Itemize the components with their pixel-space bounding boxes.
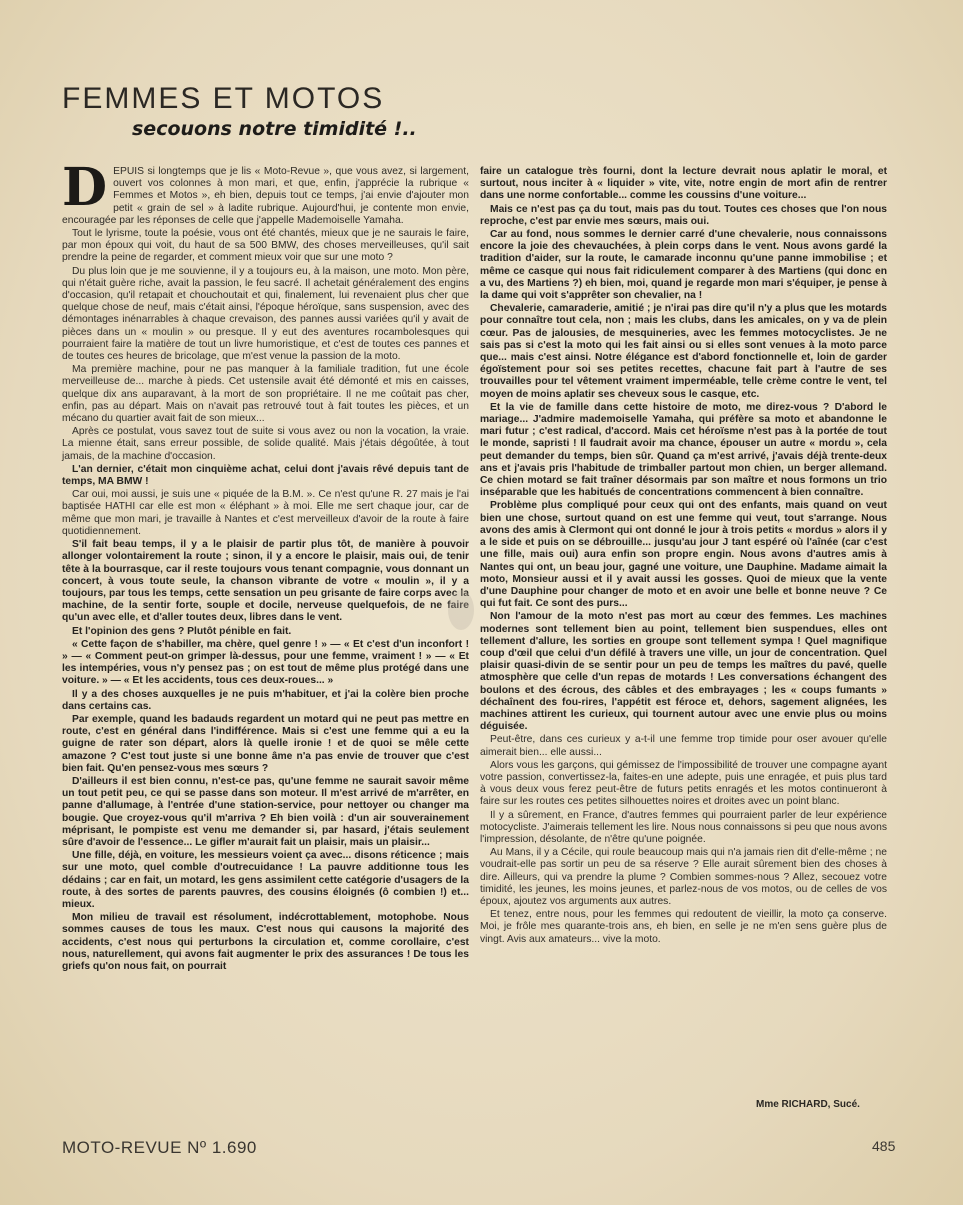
paragraph xyxy=(62,489,469,538)
paragraph xyxy=(480,229,887,302)
paragraph-text: Après ce postulat, vous savez tout de suite si vous avez ou non la vocation, la vraie. La mienne était, sans erreur possible, de solide qualité. Mais j'étais dégoûtée, à tout jamais, de la machine d'occasion. xyxy=(62,426,469,462)
paragraph-text: Du plus loin que je me souvienne, il y a toujours eu, à la maison, une moto. Mon père, qui n'était guère riche, avait la passion, le feu sacré. Il achetait généralement des engins d'occasion, qu'il retapait et chouchoutait et qui, finalement, lui revenaient plus cher que quelque chose de neuf, mais c'était ainsi, l'époque héroïque, sans suspension, avec des démontages inénarrables à chaque crevaison, des pannes aussi variées qu'il y avait de pièces dans un « moulin » ou presque. Il y eut des aventures rocambolesques qui pourraient faire la matière de tout un livre humoristique, et c'est de toutes ces pannes et de toutes ces heures de bricolage, que m'est venue la passion de la moto. xyxy=(62,265,469,363)
paragraph xyxy=(62,426,469,463)
paragraph-text: D'ailleurs il est bien connu, n'est-ce pas, qu'une femme ne saurait savoir même un tout petit peu, ce qui se passe dans son moteur. Il m'est arrivé de m'arrêter, en panne d'allumage, à l'entrée d'une station-service, pour nettoyer ou changer ma bougie. Que croyez-vous qu'il m'arriva ? Eh bien voilà : d'un air souverainement méprisant, le pompiste est venu me demander si, par hasard, j'étais seulement sûre d'avoir de l'essence... Le gifler m'aurait fait un plaisir, mais un plaisir... xyxy=(62,775,469,848)
paragraph-text: Mon milieu de travail est résolument, indécrottablement, motophobe. Nous sommes causes de tous les maux. C'est nous qui causons la majorité des accidents, c'est nous qui perturbons la circulation et, comme corollaire, c'est nous, naturellement, qui avons fait augmenter le prix des assurances ! De tous les griefs qu'on nous fait, on pourrait xyxy=(62,912,469,972)
paragraph xyxy=(480,166,887,203)
paragraph-text: Ma première machine, pour ne pas manquer à la familiale tradition, fut une école merveilleuse de... marche à pieds. Cet ustensile avait été démonté et mis en caisses, quelque dix ans auparavant, à la mort de son propriétaire. Il ne me coûtait pas cher, enfin, pas au départ. Mais on n'avait pas retrouvé tout à fait toutes les pièces, et un mécano du quartier avait fait de son mieux... xyxy=(62,364,469,425)
paragraph-text: Par exemple, quand les badauds regardent un motard qui ne peut pas mettre en route, c'est en général dans l'indifférence. Mais si c'est une femme qui a eu la guigne de rater son départ, alors là quelle ironie ! et de quoi se mêle cette amazone ? C'est tout juste si une bonne âme n'a pas envie de trouver que c'est bien fait. Qu'en pensez-vous mes sœurs ? xyxy=(62,713,469,774)
paragraph xyxy=(62,850,469,911)
paragraph-text: Tout le lyrisme, toute la poésie, vous ont été chantés, mieux que je ne saurais le faire, par mon époux qui voit, du haut de sa 500 BMW, des choses merveilleuses, qu'il sait prendre la peine de regarder, et comment mieux voir que sur une moto ? xyxy=(62,228,469,264)
paragraph xyxy=(480,303,887,401)
paper-stain xyxy=(448,590,474,630)
paragraph-text: Et la vie de famille dans cette histoire de moto, me direz-vous ? D'abord le mariage... J'admire mademoiselle Yamaha, qui préfère sa moto et abandonne le mari futur ; c'est radical, d'accord. Mais cet héroïsme n'est pas à la portée de tout le monde, sapristi ! Il faudrait avoir ma chance, épouser un autre « mordu », cela peut demander du temps, bien sûr. Quand ça m'est arrivé, j'avais déjà trente-deux ans et j'avais pris l'habitude de trimballer partout mon chien, un berger allemand. Ce chien motard se fait traîner désormais par son maître et nous formons un trio inséparable que les habitués de concentrations commencent à bien connaître. xyxy=(480,401,887,499)
paragraph-text: Problème plus compliqué pour ceux qui ont des enfants, mais quand on veut bien une chose, surtout quand on est une femme qui veut, tout s'arrange. Nous avons des amis à Clermont qui ont donné le jour à trois petits « mordus » alors il y a le side et puis on se débrouille... jusqu'au jour J tant espéré où l'aînée (car c'est une fille, mais oui) aura enfin son propre engin. Nous avons d'autres amis à Nantes qui ont, un beau jour, gagné une voiture, une Dauphine. Madame aimait la moto, Monsieur aussi et il y avait aussi les gosses. Quoi de mieux que la vente d'une Dauphine pour changer de moto et en avoir une belle et bonne neuve ? Ce qui fut fait. Ce sont des purs... xyxy=(480,500,887,610)
paragraph xyxy=(480,760,887,809)
article-subtitle: secouons notre timidité !.. xyxy=(132,118,417,140)
paragraph-text: faire un catalogue très fourni, dont la lecture devrait nous aplatir le moral, et surtout, nous inciter à « liquider » vite, vite, notre engin de mort afin de rentrer dans une norme confortable... comme les coussins d'une voiture... xyxy=(480,166,887,202)
paragraph-text: S'il fait beau temps, il y a le plaisir de partir plus tôt, de manière à pouvoir allonger volontairement la route ; sinon, il y a encore le plaisir, mais oui, de tenir tête à la bourrasque, car il reste toujours vous tenant compagnie, vous donnant un concert, à vous toute seule, la chanson vibrante de votre « moulin », il y a toujours, par tous les temps, cette sensation un peu grisante de faire corps avec la machine, de la sentir forte, souple et docile, nerveuse quelquefois, de ne faire qu'un avec elle, et d'aller toutes deux, libres dans le vent. xyxy=(62,539,469,624)
paragraph-text: Il y a sûrement, en France, d'autres femmes qui pourraient parler de leur expérience motocycliste. J'aimerais tellement les lire. Nous nous connaissons si peu que nous avons l'impression, désolante, de n'être qu'une poignée. xyxy=(480,809,887,845)
paragraph xyxy=(480,909,887,946)
paragraph xyxy=(480,611,887,733)
paragraph xyxy=(480,500,887,610)
paragraph-text: EPUIS si longtemps que je lis « Moto-Revue », que vous avez, si largement, ouvert vos colonnes à mon mari, et que, enfin, j'apprécie la rubrique « Femmes et Motos », eh bien, depuis tout ce temps, j'ai envie d'ajouter mon petit « grain de sel » à ladite rubrique. Aujourd'hui, je contente mon envie, encouragée par les réponses de celle que j'appelle Mademoiselle Yamaha. xyxy=(62,166,469,226)
paragraph xyxy=(62,626,469,638)
paragraph-text: Une fille, déjà, en voiture, les messieurs voient ça avec... disons réticence ; mais sur une moto, quel comble d'outrecuidance ! La pauvre additionne tous les dédains ; car en fait, un motard, les gens assimilent cette catégorie d'usagers de la route, à des sortes de parents pauvres, des cousins éloignés (ô combien !) et... mieux. xyxy=(62,850,469,910)
paragraph-text: Peut-être, dans ces curieux y a-t-il une femme trop timide pour oser avouer qu'elle aimerait bien... elle aussi... xyxy=(480,734,887,758)
magazine-issue: MOTO-REVUE Nº 1.690 xyxy=(62,1138,257,1157)
page-number: 485 xyxy=(872,1138,896,1154)
left-column xyxy=(62,157,469,974)
drop-cap: D xyxy=(62,157,108,218)
paragraph xyxy=(480,810,887,847)
paragraph-text: Il y a des choses auxquelles je ne puis m'habituer, et j'ai la colère bien proche dans certains cas. xyxy=(62,688,469,712)
paragraph xyxy=(62,689,469,713)
paragraph-text: Et l'opinion des gens ? Plutôt pénible en fait. xyxy=(72,625,292,637)
paragraph-text: « Cette façon de s'habiller, ma chère, quel genre ! » — « Et c'est d'un inconfort ! » — « Comment peut-on grimper là-dessus, pour une femme, vraiment ! » — « Et les intempéries, vous n'y pensez pas ; on est tout de même plus protégé dans une voiture. » — « Et les accidents, tous ces deux-roues... » xyxy=(62,638,469,687)
paragraph-text: Car oui, moi aussi, je suis une « piquée de la B.M. ». Ce n'est qu'une R. 27 mais je l'ai baptisée HATHI car elle est mon « éléphant » à moi. Elle me sert chaque jour, car de même que mon mari, je travaille à Nantes et c'est merveilleux d'avoir de la route à faire quotidiennement. xyxy=(62,489,469,537)
author-signature: Mme RICHARD, Sucé. xyxy=(756,1099,860,1110)
paragraph xyxy=(62,364,469,425)
paragraph xyxy=(480,847,887,908)
paragraph xyxy=(62,464,469,488)
paragraph xyxy=(62,639,469,688)
paragraph-text: Chevalerie, camaraderie, amitié ; je n'irai pas dire qu'il n'y a plus que les motards pour connaître tout cela, non ; mais les clubs, dans les amicales, on y va de plein cœur. Pas de jalousies, de mesquineries, avec les femmes motocyclistes. Je ne sais pas si c'est la moto qui les fait ainsi ou si elles sont venues à la moto parce que... mais c'est ainsi. Notre élégance est d'abord fonctionnelle et, loin de garder égoïstement pour soi ses petites recettes, chacune fait part à l'autre de ses trouvailles pour tel vêtement vraiment imperméable, telle crème contre le vent, tel moyen de moins aplatir ses cheveux sous le casque, etc. xyxy=(480,303,887,400)
paragraph-text: L'an dernier, c'était mon cinquième achat, celui dont j'avais rêvé depuis tant de temps, MA BMW ! xyxy=(62,463,469,488)
paragraph xyxy=(62,157,469,227)
paragraph-text: Car au fond, nous sommes le dernier carré d'une chevalerie, nous connaissons encore la joie des chevauchées, à plein corps dans le vent. Nous avons gardé la tradition d'aider, sur la route, le camarade inconnu qu'une panne immobilise ; et même ce casque qui nous fait ridiculement comparer à des Martiens (qui donc en a vu, des Martiens ?) eh bien, moi, quand je regarde mon mari s'équiper, je pense à la dame qui voit s'apprêter son chevalier, na ! xyxy=(480,229,887,302)
paragraph-text: Alors vous les garçons, qui gémissez de l'impossibilité de trouver une compagne ayant votre passion, convertissez-la, faites-en une adepte, puis une enragée, et puis plus tard à vous deux vous ferez peut-être de futurs petits enragés et les motos continueront à faire sur les routes ces petites silhouettes noires et droites avec un point blanc. xyxy=(480,759,887,808)
paragraph xyxy=(62,228,469,265)
paragraph xyxy=(480,204,887,228)
paragraph xyxy=(480,734,887,758)
paragraph-text: Et tenez, entre nous, pour les femmes qui redoutent de vieillir, la moto ça conserve. Moi, je frôle mes quarante-trois ans, eh bien, en selle je ne m'en sens guère plus de vingt. Avis aux amateurs... vive la moto. xyxy=(480,909,887,945)
paragraph-text: Non l'amour de la moto n'est pas mort au cœur des femmes. Les machines modernes sont tellement bien au point, tellement bien suspendues, elles ont tellement d'allure, les sorties en groupe sont tellement sympa ! Quel magnifique coup d'œil que celui d'un défilé à travers une ville, un jour de concentration. Quel plaisir quasi-divin de se sentir pour un peu de temps les maîtres du pavé, quelle atmosphère que celle d'un repas de motards ! Les conversations échangent des boulons et des écrous, des câbles et des embrayages ; les « coups fumants » déchaînent des fou-rires, l'appétit est féroce et, dehors, sagement alignées, les machines attirent les curieux, qui tournent autour avec une envie plus ou moins déguisée. xyxy=(480,611,887,733)
paragraph-text: Au Mans, il y a Cécile, qui roule beaucoup mais qui n'a jamais rien dit d'elle-même ; ne voudrait-elle pas sortir un peu de sa réserve ? Elle aurait sûrement bien des choses à dire. Ailleurs, qui va prendre la plume ? Combien sommes-nous ? Allez, secouez votre timidité, les jeunes, les moins jeunes, et parlez-nous de vos motos, ou de celles de vos époux, ajoutez vos arguments aux autres. xyxy=(480,847,887,907)
paragraph xyxy=(62,539,469,624)
paragraph-text: Mais ce n'est pas ça du tout, mais pas du tout. Toutes ces choses que l'on nous reproche, c'est par envie mes sœurs, mais oui. xyxy=(480,203,887,227)
paragraph xyxy=(62,776,469,849)
right-column xyxy=(480,166,887,947)
paragraph xyxy=(62,912,469,973)
paragraph xyxy=(62,714,469,775)
article-title: FEMMES ET MOTOS xyxy=(62,82,385,115)
paragraph xyxy=(480,402,887,500)
paragraph xyxy=(62,266,469,364)
